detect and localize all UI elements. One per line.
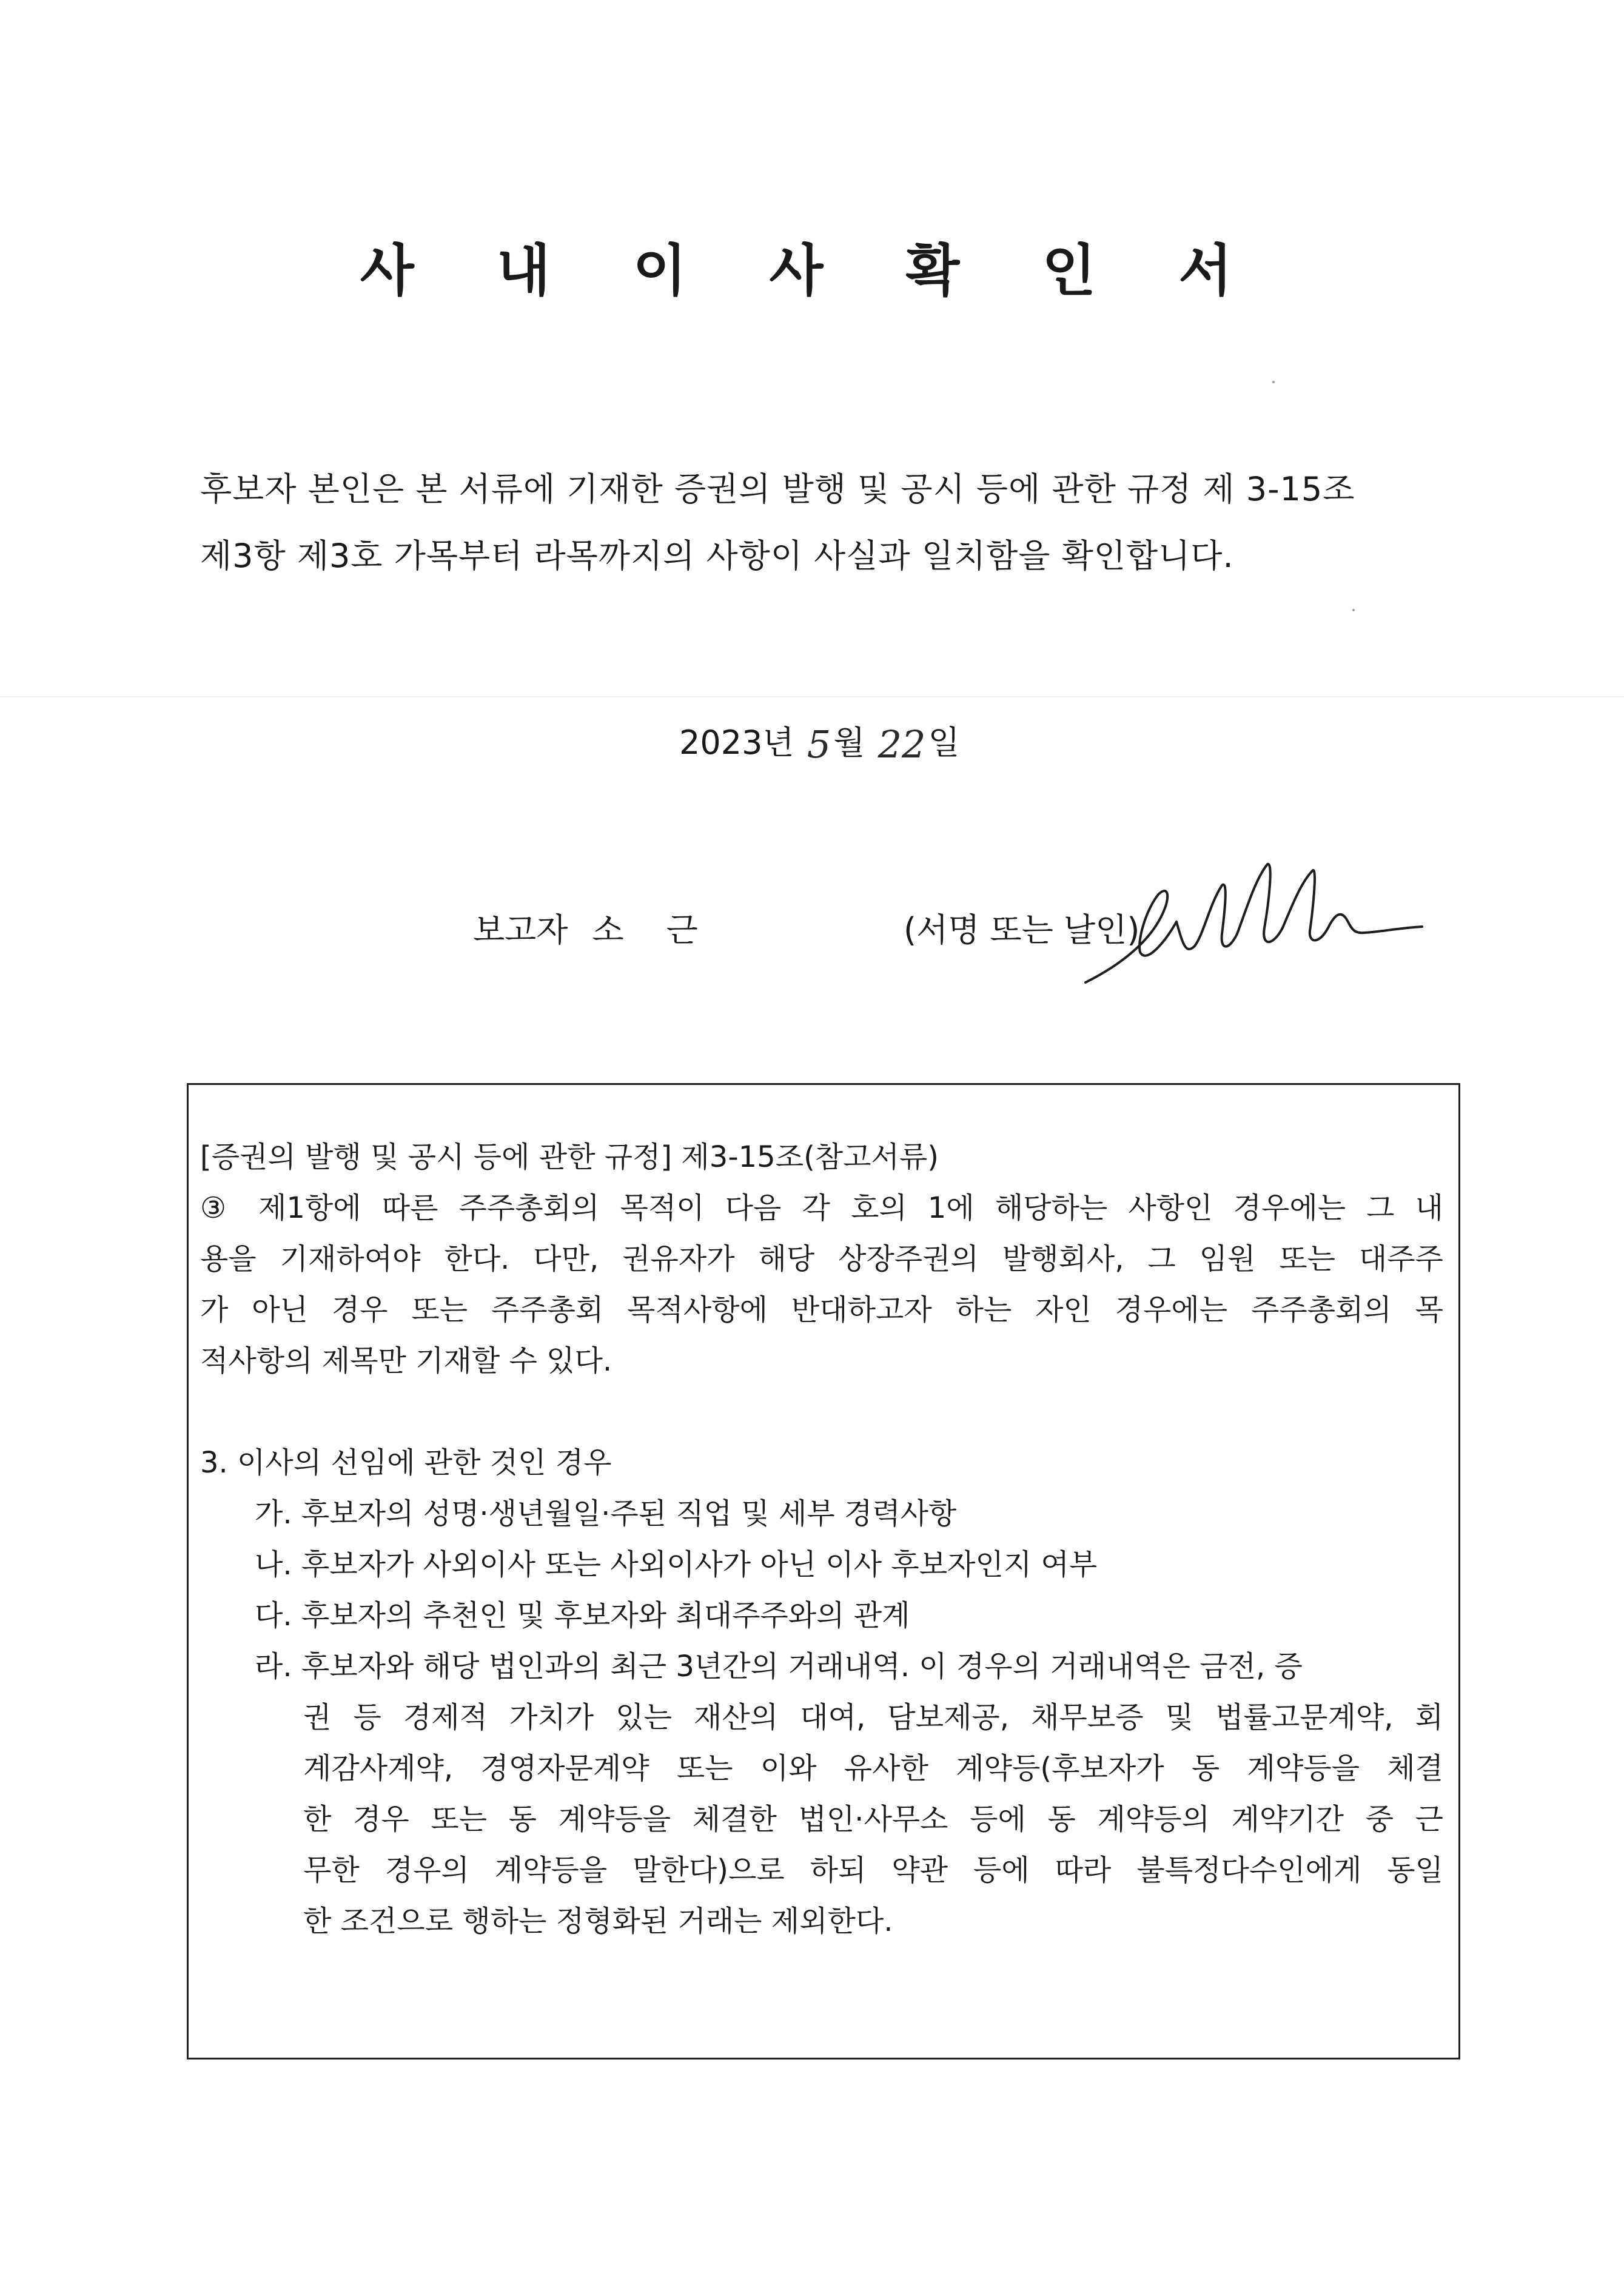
scan-artifact-line bbox=[0, 696, 1624, 697]
continuation-line: 한 경우 또는 동 계약등을 체결한 법인·사무소 등에 동 계약등의 계약기간 중 근 bbox=[303, 1802, 1443, 1836]
reference-content bbox=[200, 1132, 1443, 1947]
date-month-handwritten: 5 bbox=[807, 722, 831, 767]
intro-line: 제3항 제3호 가목부터 라목까지의 사항이 사실과 일치함을 확인합니다. bbox=[200, 537, 1234, 575]
continuation-line: 무한 경우의 계약등을 말한다)으로 하되 약관 등에 따라 불특정다수인에게 동일 bbox=[303, 1853, 1443, 1887]
reporter-name-last: 근 bbox=[666, 911, 698, 949]
paragraph-line: 용을 기재하여야 한다. 다만, 권유자가 해당 상장주권의 발행회사, 그 임원 또는 대주주 bbox=[200, 1242, 1443, 1276]
list-item: 가. 후보자의 성명·생년월일·주된 직업 및 세부 경력사항 bbox=[255, 1497, 957, 1531]
list-item-continuation bbox=[200, 1692, 1443, 1947]
continuation-line: 한 조건으로 행하는 정형화된 거래는 제외한다. bbox=[303, 1904, 893, 1938]
paragraph-line: ③ 제1항에 따른 주주총회의 목적이 다음 각 호의 1에 해당하는 사항인 경우에는 그 내 bbox=[200, 1191, 1443, 1225]
continuation-line: 계감사계약, 경영자문계약 또는 이와 유사한 계약등(후보자가 동 계약등을 체결 bbox=[303, 1751, 1443, 1785]
list-item: 라. 후보자와 해당 법인과의 최근 3년간의 거래내역. 이 경우의 거래내역은 금전, 증 bbox=[255, 1650, 1303, 1683]
continuation-line: 권 등 경제적 가치가 있는 재산의 대여, 담보제공, 채무보증 및 법률고문계약, 회 bbox=[303, 1700, 1443, 1734]
date-day-suffix: 일 bbox=[928, 723, 960, 762]
reporter-line bbox=[473, 900, 698, 961]
paragraph-line: 가 아닌 경우 또는 주주총회 목적사항에 반대하고자 하는 자인 경우에는 주주총회의 목 bbox=[200, 1293, 1443, 1327]
date-year: 2023년 bbox=[679, 723, 794, 762]
intro-line: 후보자 본인은 본 서류에 기재한 증권의 발행 및 공시 등에 관한 규정 제 3-15조 bbox=[200, 470, 1355, 508]
list-item: 다. 후보자의 추천인 및 후보자와 최대주주와의 관계 bbox=[255, 1599, 910, 1633]
paragraph-line: 적사항의 제목만 기재할 수 있다. bbox=[200, 1344, 612, 1378]
document-date bbox=[679, 711, 960, 773]
reference-paragraph bbox=[200, 1183, 1443, 1386]
scan-speck bbox=[1352, 609, 1355, 611]
date-day-handwritten: 22 bbox=[877, 722, 926, 767]
document-title: 사 내 이 사 확 인 서 bbox=[360, 238, 1264, 303]
list-item: 나. 후보자가 사외이사 또는 사외이사가 아닌 이사 후보자인지 여부 bbox=[255, 1548, 1098, 1582]
section-title: 3. 이사의 선임에 관한 것인 경우 bbox=[200, 1446, 612, 1480]
reporter-name-first: 소 bbox=[592, 911, 624, 949]
reporter-label: 보고자 bbox=[473, 911, 568, 949]
signature-label: (서명 또는 날인) bbox=[904, 911, 1140, 949]
reference-heading: [증권의 발행 및 공시 등에 관한 규정] 제3-15조(참고서류) bbox=[200, 1140, 939, 1174]
handwritten-signature bbox=[1079, 837, 1431, 995]
scan-speck bbox=[1272, 381, 1275, 383]
intro-statement bbox=[200, 456, 1449, 589]
date-month-suffix: 월 bbox=[833, 723, 865, 762]
